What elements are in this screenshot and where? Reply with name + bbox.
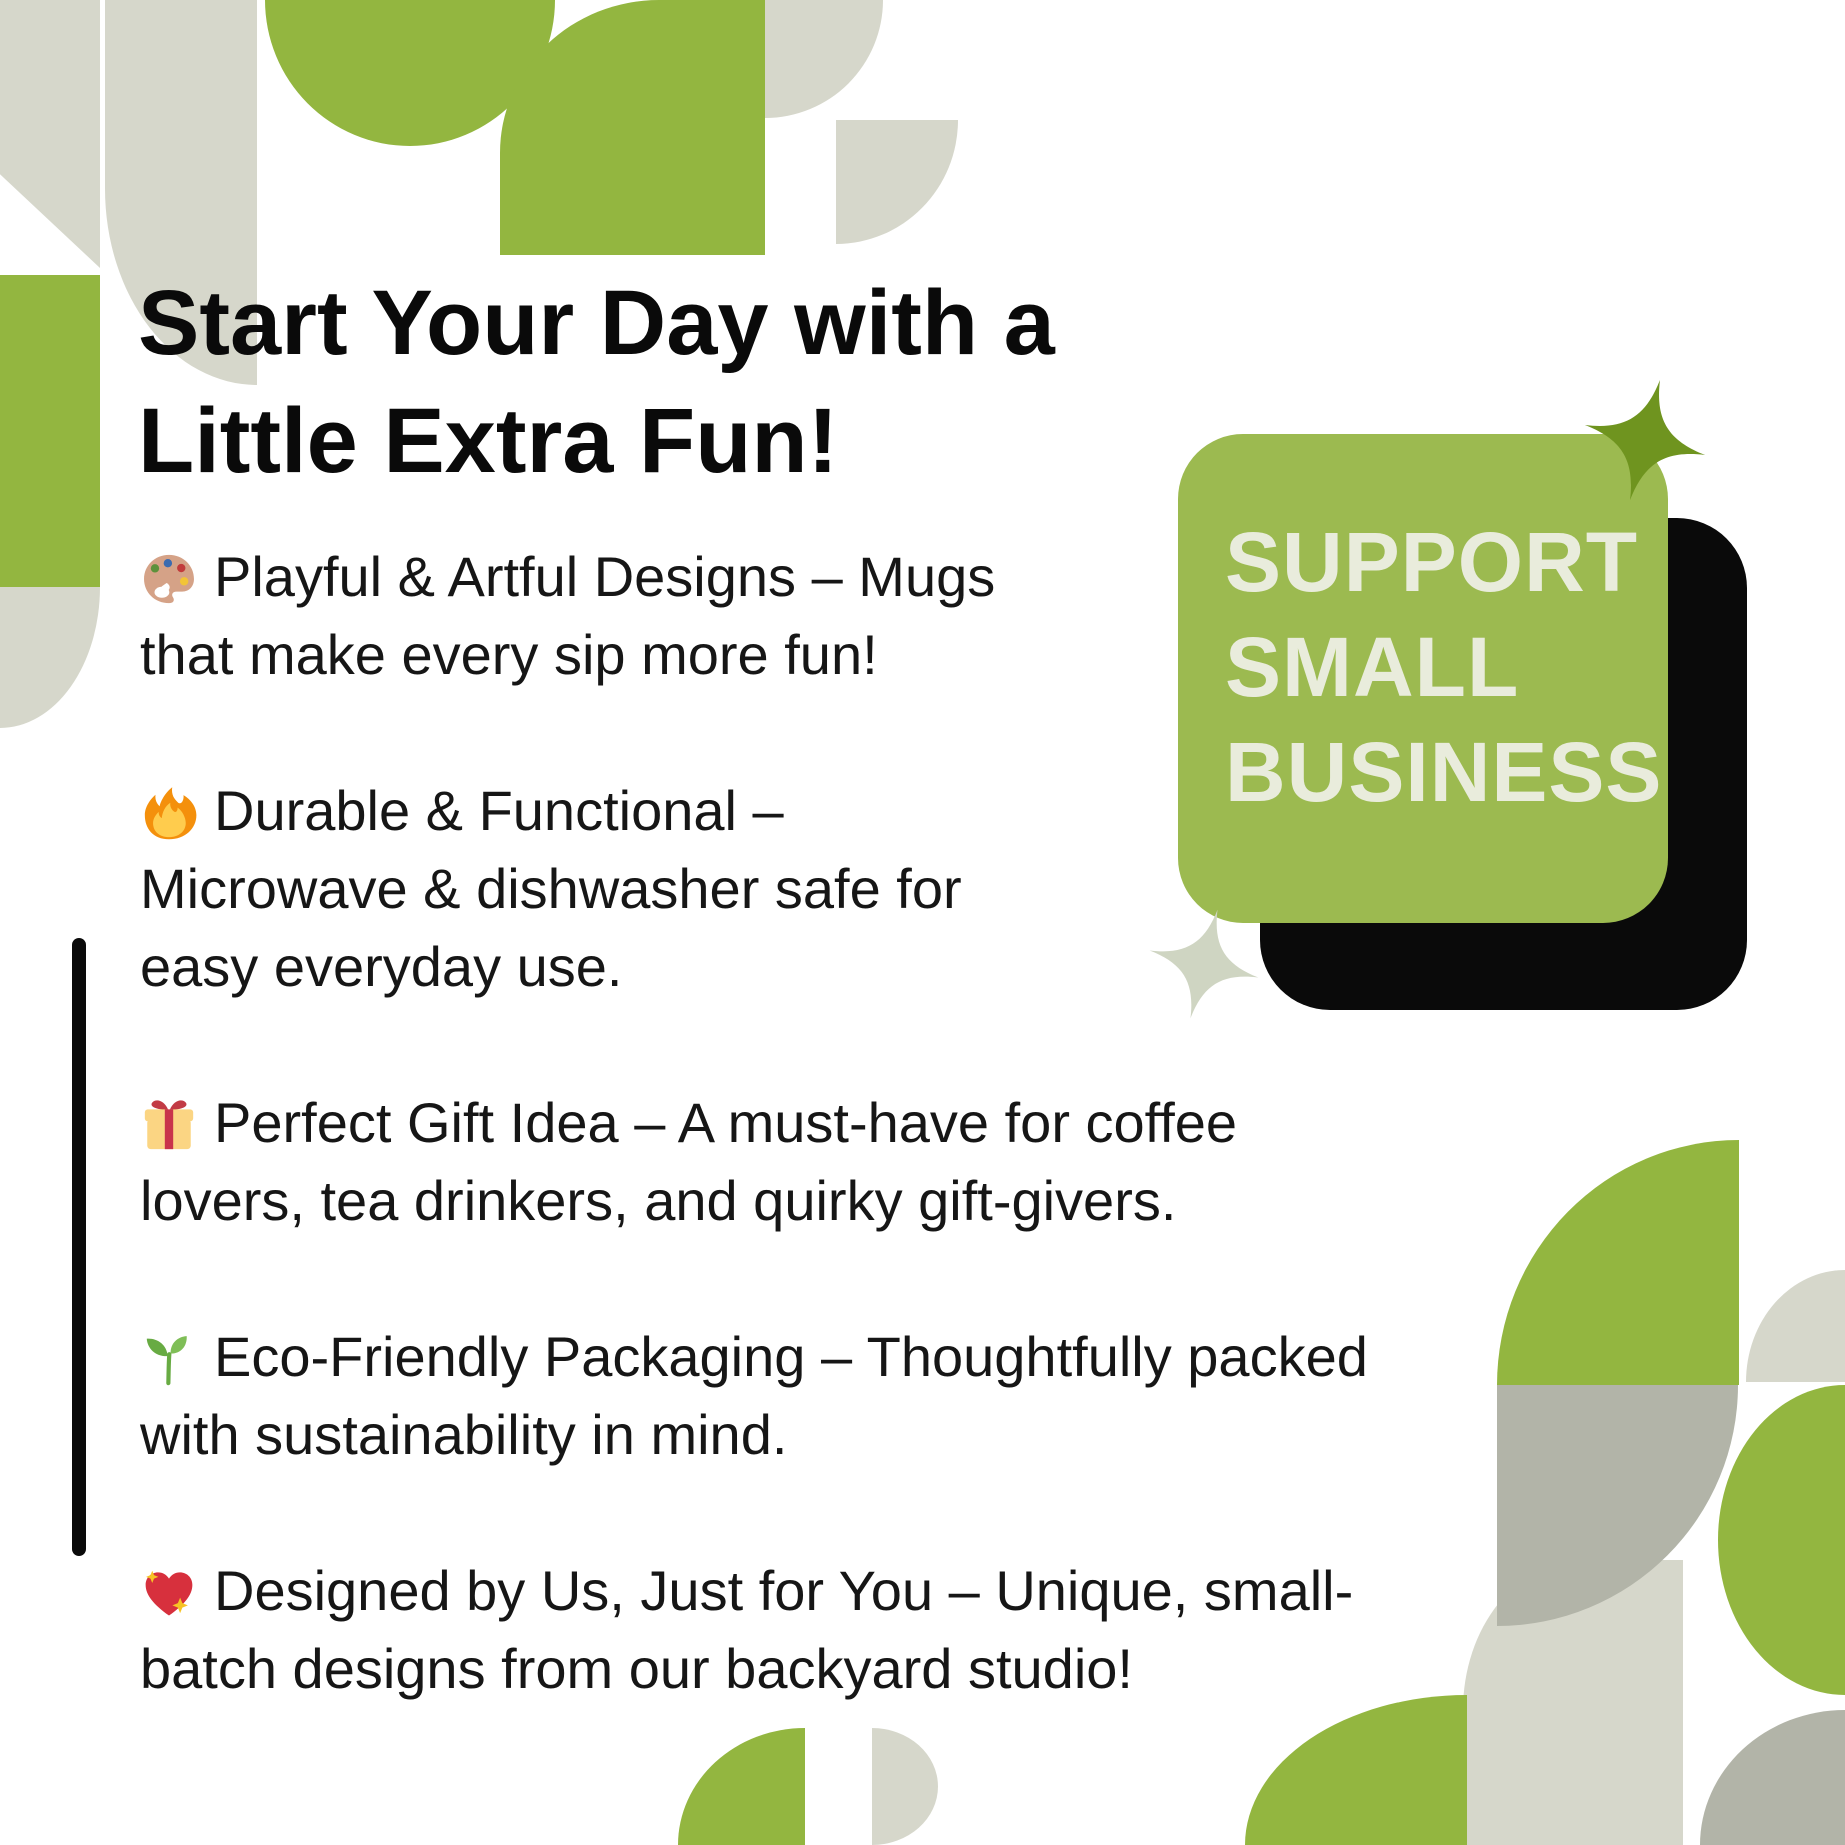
deco-green-halfdisc-icon (1718, 1385, 1845, 1695)
bullet-perfect-gift (140, 1084, 1720, 1240)
bullet-designed-by-us (140, 1552, 1720, 1708)
badge-line-2: SMALL (1225, 620, 1520, 714)
bullet-text: Designed by Us, Just for You – Unique, small- (214, 1559, 1354, 1622)
sparkling-heart-emoji (140, 1564, 198, 1622)
deco-gray-quarter-icon (1746, 1270, 1845, 1382)
seedling-emoji (140, 1330, 198, 1388)
bullet-text: that make every sip more fun! (140, 623, 878, 686)
title-line-1: Start Your Day with a (138, 272, 1055, 374)
deco-gray-quarter-icon (765, 0, 883, 118)
title-line-2: Little Extra Fun! (138, 390, 839, 492)
badge-line-3: BUSINESS (1225, 725, 1663, 819)
vertical-rule (72, 938, 86, 1556)
deco-green-quarter-icon (678, 1728, 805, 1845)
page-title (138, 264, 1055, 500)
bullet-line (140, 538, 1720, 616)
deco-gray-pentagon-icon (0, 0, 100, 268)
deco-gray-petal-icon (872, 1728, 938, 1845)
bullet-eco-friendly (140, 1318, 1720, 1474)
bullet-text: with sustainability in mind. (140, 1403, 788, 1466)
badge-line-1: SUPPORT (1225, 515, 1639, 609)
bullet-line (140, 772, 1720, 850)
deco-green-bar-icon (0, 275, 100, 587)
bullet-line (140, 1552, 1720, 1630)
bullet-text: lovers, tea drinkers, and quirky gift-givers. (140, 1169, 1177, 1232)
bullet-playful-designs (140, 538, 1720, 694)
bullet-text: Perfect Gift Idea – A must-have for coffee (214, 1091, 1238, 1154)
bullet-line (140, 1084, 1720, 1162)
deco-gray-disc-icon (1700, 1710, 1845, 1845)
bullet-text: Durable & Functional – (214, 779, 784, 842)
deco-gray-rounded-icon (0, 587, 100, 728)
bullet-text: Microwave & dishwasher safe for (140, 857, 962, 920)
bullet-text: Eco-Friendly Packaging – Thoughtfully packed (214, 1325, 1368, 1388)
bullet-line (140, 1318, 1720, 1396)
bullet-text: easy everyday use. (140, 935, 623, 998)
gift-emoji (140, 1096, 198, 1154)
bullet-text: Playful & Artful Designs – Mugs (214, 545, 996, 608)
bullet-durable-functional (140, 772, 1720, 1006)
fire-emoji (140, 784, 198, 842)
palette-emoji (140, 550, 198, 608)
deco-green-quarter-icon (1245, 1695, 1467, 1845)
deco-gray-quarter-icon (836, 120, 958, 244)
bullet-text: batch designs from our backyard studio! (140, 1637, 1133, 1700)
